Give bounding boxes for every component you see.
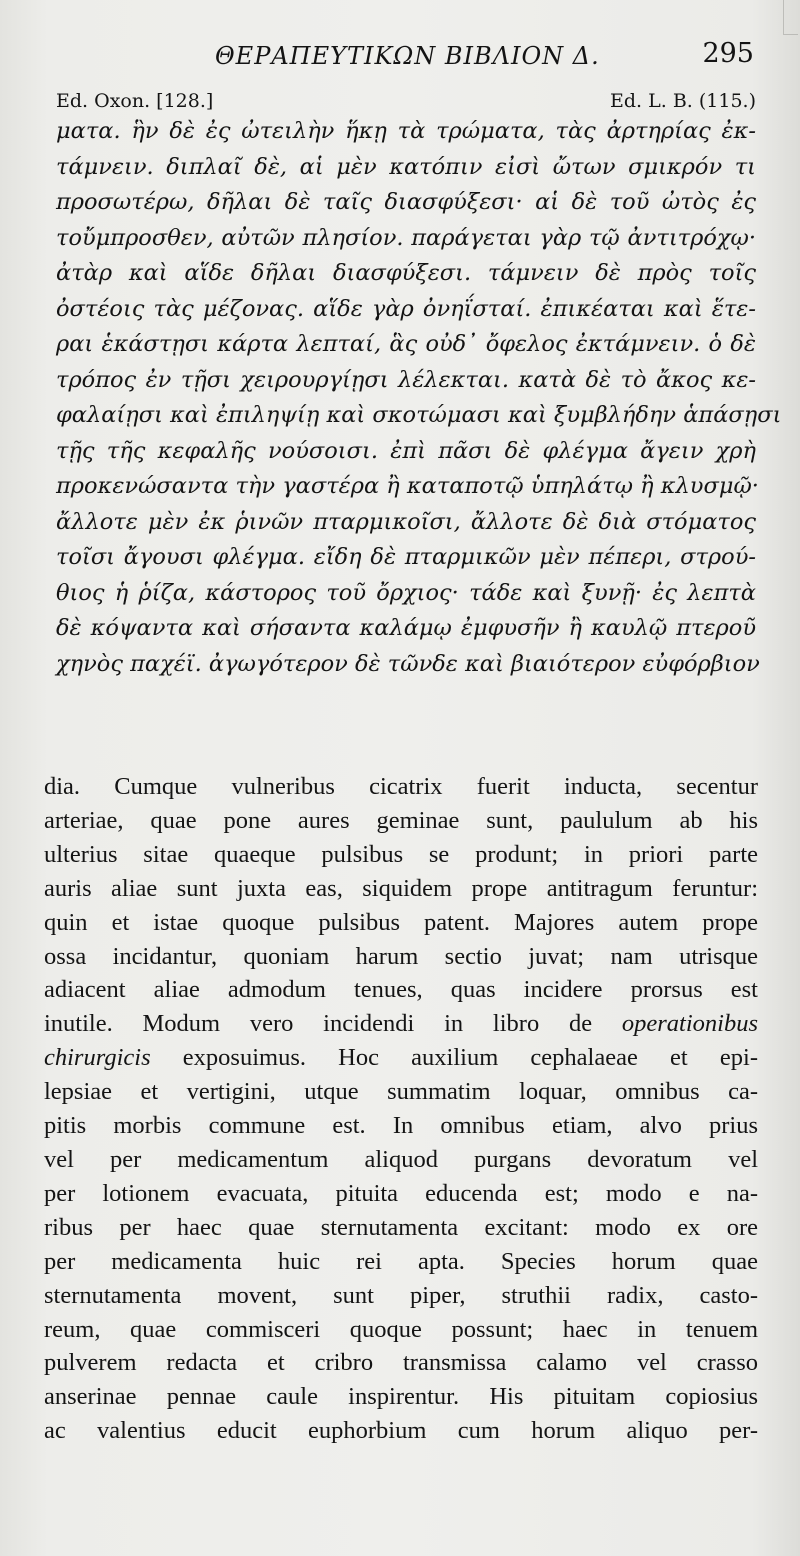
greek-text-line: τρόπος ἐν τῇσι χειρουργίῃσι λέλεκται. κατὰ δὲ τὸ ἄκος κε-: [56, 366, 756, 393]
latin-text-run: ribus per haec quae sternutamenta excitant: modo ex ore: [44, 1213, 758, 1241]
latin-text-run: reum, quae commisceri quoque possunt; haec in tenuem: [44, 1315, 758, 1343]
greek-text-block: [56, 114, 782, 682]
greek-text-line: προκενώσαντα τὴν γαστέρα ἢ καταποτῷ ὑπηλάτῳ ἢ κλυσμῷ·: [56, 473, 759, 499]
latin-text-line: [44, 1414, 758, 1448]
latin-text-line: [44, 838, 758, 872]
edition-reference-oxon: Ed. Oxon. [128.]: [56, 90, 214, 112]
latin-text-line: [44, 906, 758, 940]
latin-text-run: per lotionem evacuata, pituita educenda est; modo e na-: [44, 1179, 758, 1207]
latin-text-line: [44, 1041, 758, 1075]
latin-text-run: per medicamenta huic rei apta. Species horum quae: [44, 1247, 758, 1275]
greek-text-line: χηνὸς παχέϊ. ἀγωγότερον δὲ τῶνδε καὶ βιαιότερον εὐφόρβιον: [56, 650, 760, 677]
latin-text-line: [44, 1211, 758, 1245]
latin-text-run: auris aliae sunt juxta eas, siquidem prope antitragum feruntur:: [44, 874, 758, 902]
greek-text-line: ραι ἑκάστῃσι κάρτα λεπταί, ἃς οὐδ᾽ ὄφελος ἐκτάμνειν. ὁ δὲ: [56, 331, 756, 357]
latin-text-line: [44, 804, 758, 838]
greek-text-line: ματα. ἣν δὲ ἐς ὠτειλὴν ἥκῃ τὰ τρώματα, τὰς ἀρτηρίας ἐκ-: [56, 118, 756, 144]
greek-text-line: φαλαίῃσι καὶ ἐπιληψίῃ καὶ σκοτώμασι καὶ ξυμβλήδην ἁπάσῃσι: [56, 402, 782, 428]
latin-text-line: [44, 1279, 758, 1313]
greek-text-line: τοὔμπροσθεν, αὐτῶν πλησίον. παράγεται γὰρ τῷ ἀντιτρόχῳ·: [56, 224, 756, 251]
edition-reference-lb: Ed. L. B. (115.): [610, 90, 756, 112]
latin-text-line: [44, 1313, 758, 1347]
greek-text-line: δὲ κόψαντα καὶ σήσαντα καλάμῳ ἐμφυσῆν ἢ καυλῷ πτεροῦ: [56, 615, 756, 641]
italic-title-text: chirurgicis: [44, 1044, 151, 1072]
greek-text-line: ἀτὰρ καὶ αἵδε δῆλαι διασφύξεσι. τάμνειν δὲ πρὸς τοῖς: [56, 260, 756, 286]
latin-text-run: sternutamenta movent, sunt piper, struthii radix, casto-: [44, 1281, 758, 1309]
latin-text-run: anserinae pennae caule inspirentur. His pituitam copiosius: [44, 1383, 758, 1411]
latin-text-run: ac valentius educit euphorbium cum horum aliquo per-: [44, 1417, 758, 1445]
latin-text-line: [44, 1143, 758, 1177]
latin-text-line: [44, 1380, 758, 1414]
latin-text-line: [44, 770, 758, 804]
latin-text-run: vel per medicamentum aliquod purgans devoratum vel: [44, 1145, 758, 1173]
greek-text-line: θιος ἡ ῥίζα, κάστορος τοῦ ὄρχιος· τάδε καὶ ξυνῇ· ἐς λεπτὰ: [56, 579, 756, 606]
latin-text-run: ulterius sitae quaeque pulsibus se produnt; in priori parte: [44, 840, 758, 868]
latin-text-line: [44, 1109, 758, 1143]
latin-text-run: pitis morbis commune est. In omnibus etiam, alvo prius: [44, 1112, 758, 1140]
latin-text-line: [44, 1007, 758, 1041]
greek-text-line: τοῖσι ἄγουσι φλέγμα. εἴδη δὲ πταρμικῶν μὲν πέπερι, στρού-: [56, 544, 756, 570]
latin-text-line: [44, 872, 758, 906]
greek-text-line: ἄλλοτε μὲν ἐκ ῥινῶν πταρμικοῖσι, ἄλλοτε δὲ διὰ στόματος: [56, 508, 756, 535]
latin-text-line: [44, 973, 758, 1007]
running-head-title: ΘΕΡΑΠΕΥΤΙΚΩΝ ΒΙΒΛΙΟΝ Δ.: [215, 42, 600, 70]
latin-text-run: ossa incidantur, quoniam harum sectio juvat; nam utrisque: [44, 942, 758, 970]
running-head: [0, 36, 800, 76]
latin-text-block: [44, 770, 758, 1448]
latin-text-line: [44, 1075, 758, 1109]
latin-text-run: pulverem redacta et cribro transmissa calamo vel crasso: [44, 1349, 758, 1377]
page-number: 295: [702, 38, 754, 69]
page-edge-mark: [783, 0, 798, 35]
latin-text-run: adiacent aliae admodum tenues, quas incidere prorsus est: [44, 976, 758, 1004]
greek-text-line: τῇς τῆς κεφαλῆς νούσοισι. ἐπὶ πᾶσι δὲ φλέγμα ἄγειν χρὴ: [56, 437, 756, 464]
greek-text-line: προσωτέρω, δῆλαι δὲ ταῖς διασφύξεσι· αἱ δὲ τοῦ ὠτὸς ἐς: [56, 189, 756, 215]
greek-text-line: ὀστέοις τὰς μέζονας. αἵδε γὰρ ὀνηΐσταί. ἐπικέαται καὶ ἕτε-: [56, 295, 756, 322]
latin-text-line: [44, 1346, 758, 1380]
italic-title-text: operationibus: [621, 1010, 758, 1038]
latin-text-run: exposuimus. Hoc auxilium cephalaeae et epi-: [150, 1044, 758, 1072]
latin-text-line: [44, 1245, 758, 1279]
latin-text-run: arteriae, quae pone aures geminae sunt, paululum ab his: [44, 806, 758, 834]
latin-text-line: [44, 1177, 758, 1211]
latin-text-line: [44, 940, 758, 974]
latin-text-run: dia. Cumque vulneribus cicatrix fuerit inducta, secentur: [44, 773, 758, 800]
latin-text-run: inutile. Modum vero incidendi in libro de: [44, 1010, 622, 1038]
latin-text-run: quin et istae quoque pulsibus patent. Majores autem prope: [44, 908, 758, 936]
latin-text-run: lepsiae et vertigini, utque summatim loquar, omnibus ca-: [44, 1078, 758, 1106]
greek-text-line: τάμνειν. διπλαῖ δὲ, αἱ μὲν κατόπιν εἰσὶ ὤτων σμικρόν τι: [56, 153, 756, 180]
